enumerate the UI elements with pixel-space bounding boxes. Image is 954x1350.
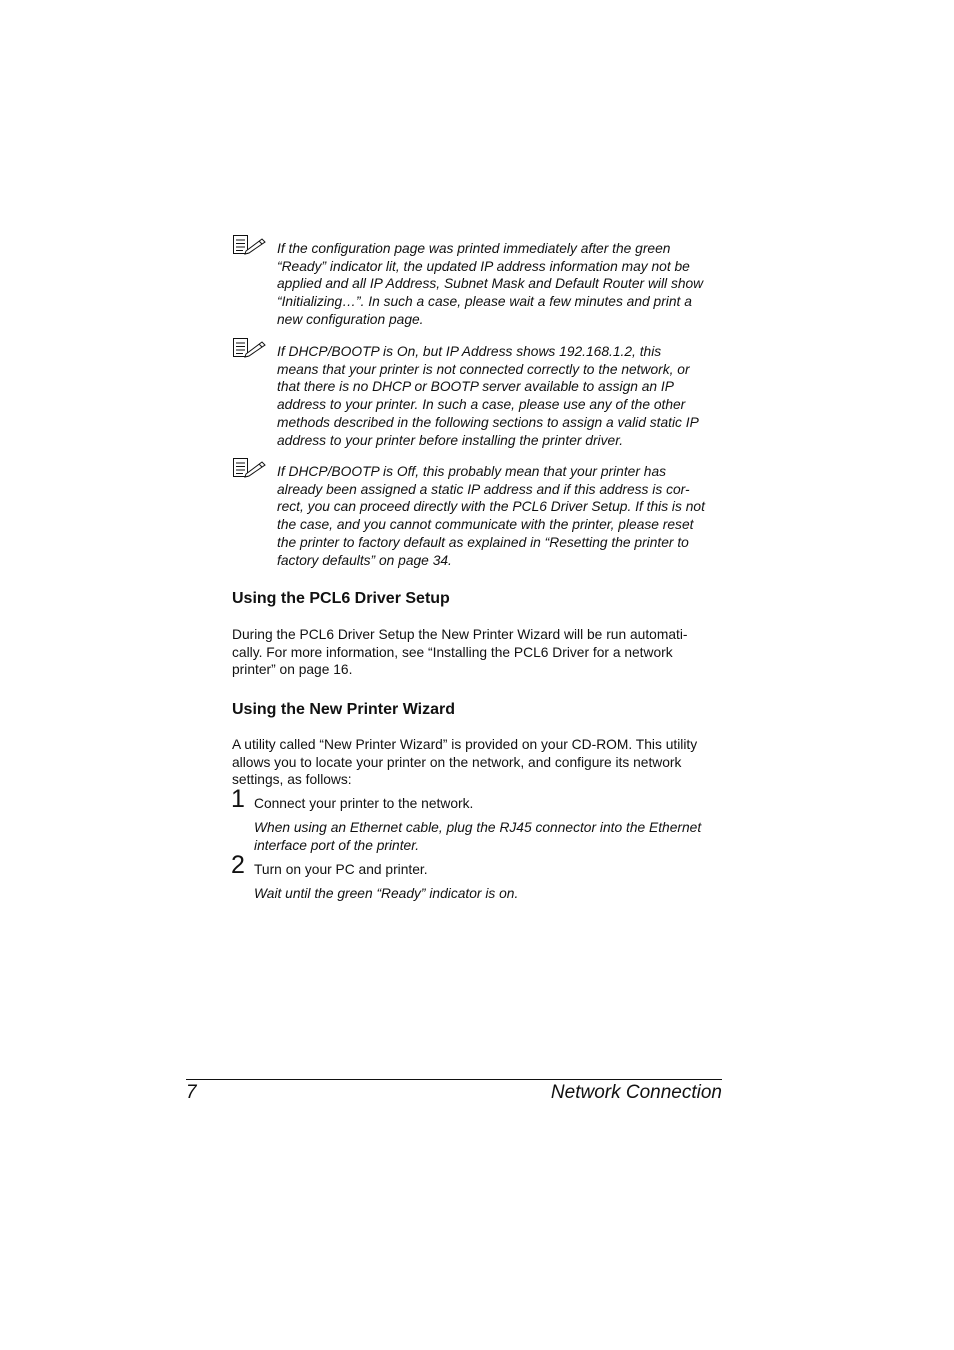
note-pencil-icon <box>232 234 268 256</box>
note-dhcp-off <box>232 463 722 569</box>
footer-divider <box>186 1079 722 1080</box>
page-number: 7 <box>186 1082 197 1103</box>
note-pencil-icon <box>232 457 268 479</box>
section-heading-pcl6: Using the PCL6 Driver Setup <box>232 590 450 607</box>
step-number: 2 <box>231 851 245 879</box>
note-configuration-page <box>232 240 722 329</box>
section-body-wizard: A utility called “New Printer Wizard” is provided on your CD-ROM. This utility allows you to locate your printer on the network, and configure its network settings, as follows: <box>232 737 698 788</box>
note-text: If the configuration page was printed immediately after the green “Ready” indicator lit, the updated IP address information may not be applied and all IP Address, Subnet Mask and Default Router will show “Initializing…”. In such a case, please wait a few minutes and print a new configuration page. <box>277 241 704 327</box>
step-text: Turn on your PC and printer. <box>254 862 428 877</box>
step-note: Wait until the green “Ready” indicator is on. <box>254 886 519 901</box>
note-text: If DHCP/BOOTP is Off, this probably mean that your printer has already been assigned a static IP address and if this address is cor- rect, you can proceed directly with the PCL6 Driver Setup. If this is not the case, and you cannot communicate with the printer, please reset the printer to factory default as explained in “Resetting the printer to factory defaults” on page 34. <box>277 464 705 568</box>
note-text: If DHCP/BOOTP is On, but IP Address shows 192.168.1.2, this means that your printer is not connected correctly to the network, or that there is no DHCP or BOOTP server available to assign an IP address to your printer. In such a case, please use any of the other methods described in the following sections to assign a valid static IP address to your printer before installing the printer driver. <box>277 344 699 448</box>
section-heading-wizard: Using the New Printer Wizard <box>232 701 455 718</box>
step-note: When using an Ethernet cable, plug the RJ45 connector into the Ethernet interface port of the printer. <box>254 820 702 853</box>
section-body-pcl6: During the PCL6 Driver Setup the New Printer Wizard will be run automati- cally. For more information, see “Installing the PCL6 Driver for a network printer” on page 16. <box>232 627 688 678</box>
step-number: 1 <box>231 785 245 813</box>
note-dhcp-on <box>232 343 722 449</box>
step-text: Connect your printer to the network. <box>254 796 474 811</box>
note-pencil-icon <box>232 337 268 359</box>
chapter-title: Network Connection <box>550 1082 722 1103</box>
